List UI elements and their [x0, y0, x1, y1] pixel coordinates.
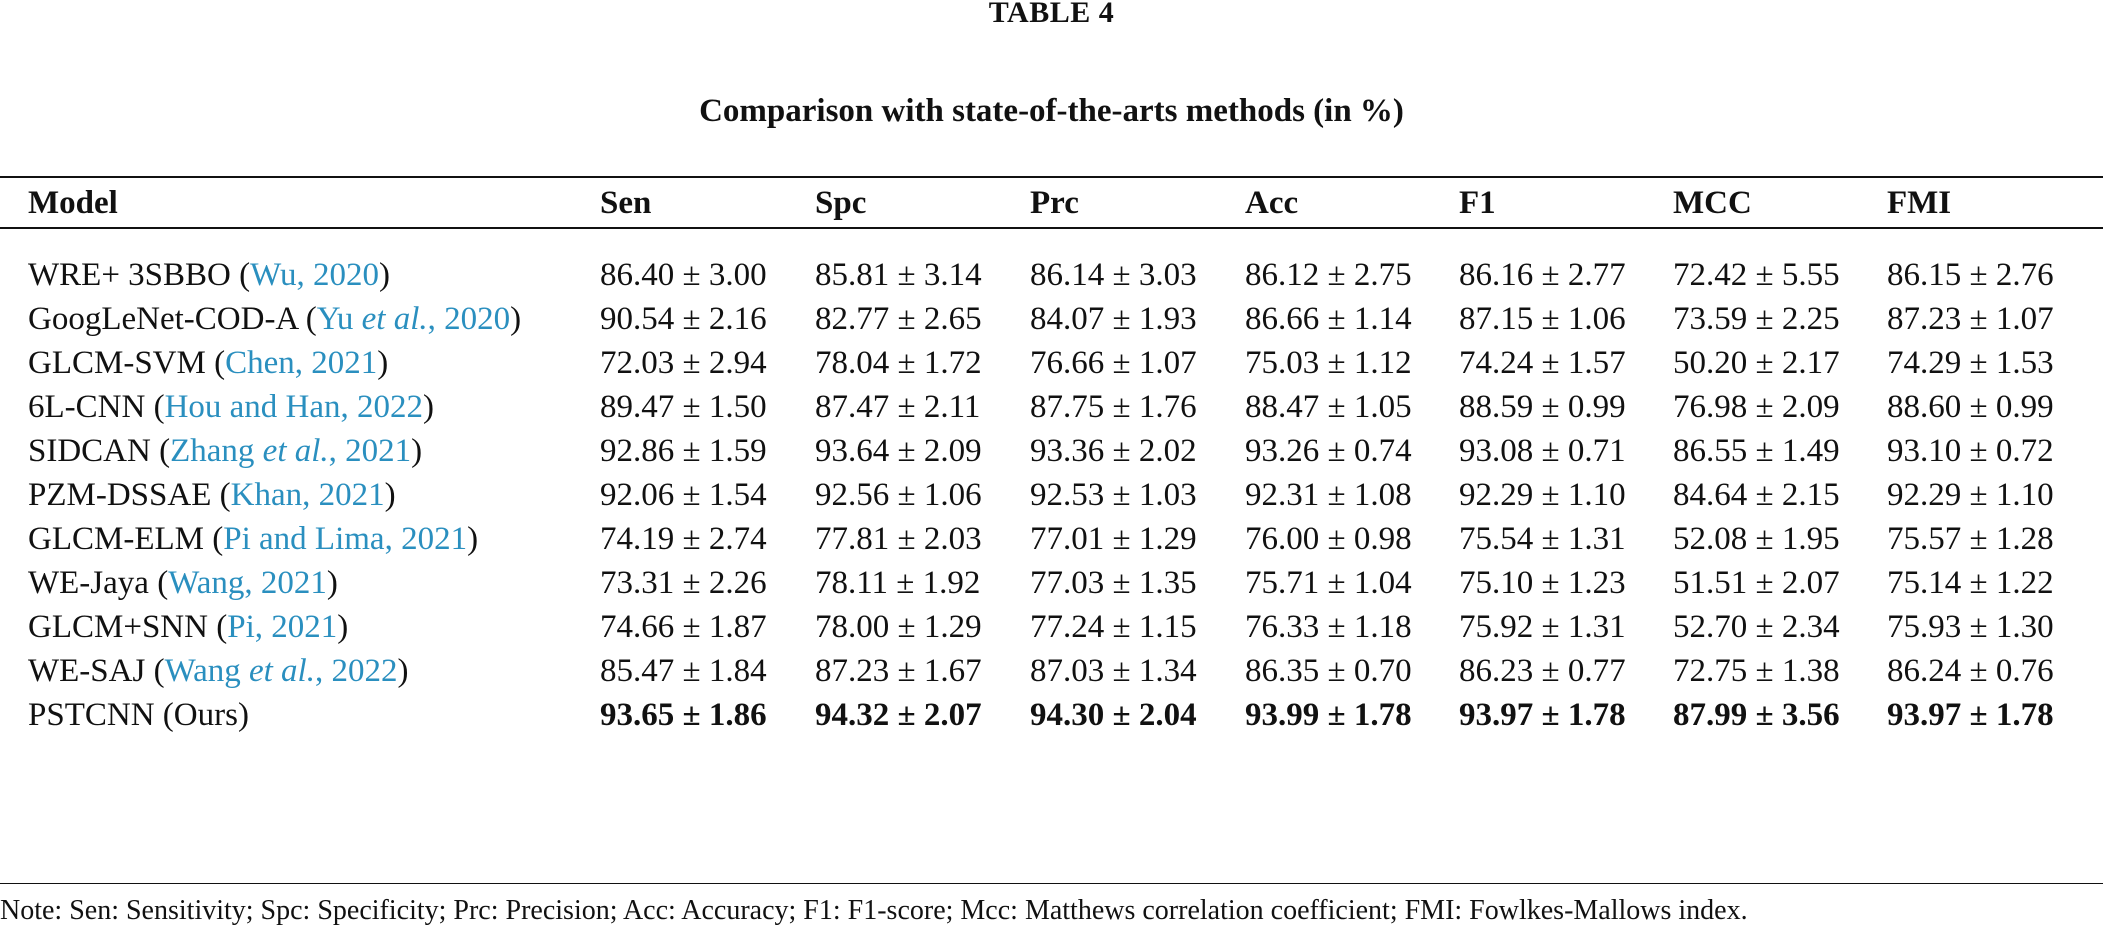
model-name: 6L-CNN	[28, 389, 146, 425]
citation-authors: Yu	[316, 301, 362, 337]
metric-cell: 94.32 ± 2.07	[815, 697, 982, 733]
metric-cell: 50.20 ± 2.17	[1673, 345, 1840, 381]
metric-cell: 72.75 ± 1.38	[1673, 653, 1840, 689]
header-rule	[0, 227, 2103, 229]
table-row	[0, 470, 2103, 520]
model-name: SIDCAN	[28, 433, 151, 469]
metric-cell: 87.23 ± 1.67	[815, 653, 982, 689]
table-row	[0, 250, 2103, 300]
citation-year: , 2022	[340, 389, 424, 425]
model-cell: PZM-DSSAE (Khan, 2021)	[28, 477, 396, 513]
citation-year: , 2021	[384, 521, 468, 557]
citation-link[interactable]	[231, 477, 385, 513]
citation-etal: et al.	[361, 301, 428, 337]
metric-cell: 84.64 ± 2.15	[1673, 477, 1840, 513]
model-name: GLCM-ELM	[28, 521, 204, 557]
metric-cell: 86.35 ± 0.70	[1245, 653, 1412, 689]
metric-cell: 52.70 ± 2.34	[1673, 609, 1840, 645]
metric-cell: 77.24 ± 1.15	[1030, 609, 1197, 645]
citation-authors: Pi	[227, 609, 255, 645]
header-sen: Sen	[600, 185, 652, 221]
metric-cell: 75.14 ± 1.22	[1887, 565, 2054, 601]
model-cell: GLCM-SVM (Chen, 2021)	[28, 345, 389, 381]
metric-cell: 92.56 ± 1.06	[815, 477, 982, 513]
table-caption: Comparison with state-of-the-arts methods (in %)	[699, 93, 1404, 129]
metric-cell: 75.93 ± 1.30	[1887, 609, 2054, 645]
table-row	[0, 514, 2103, 564]
model-cell: GLCM+SNN (Pi, 2021)	[28, 609, 349, 645]
citation-etal: et al.	[248, 653, 315, 689]
table-row	[0, 602, 2103, 652]
metric-cell: 76.98 ± 2.09	[1673, 389, 1840, 425]
metric-cell: 73.59 ± 2.25	[1673, 301, 1840, 337]
metric-cell: 93.97 ± 1.78	[1459, 697, 1626, 733]
metric-cell: 93.08 ± 0.71	[1459, 433, 1626, 469]
metric-cell: 82.77 ± 2.65	[815, 301, 982, 337]
metric-cell: 75.92 ± 1.31	[1459, 609, 1626, 645]
metric-cell: 74.19 ± 2.74	[600, 521, 767, 557]
header-f1: F1	[1459, 185, 1496, 221]
metric-cell: 78.04 ± 1.72	[815, 345, 982, 381]
table-row	[0, 646, 2103, 696]
citation-authors: Chen	[225, 345, 295, 381]
metric-cell: 76.33 ± 1.18	[1245, 609, 1412, 645]
citation-link[interactable]	[250, 257, 379, 293]
model-cell: WE-Jaya (Wang, 2021)	[28, 565, 338, 601]
citation-link[interactable]	[317, 301, 510, 337]
table-row	[0, 294, 2103, 344]
model-name: WE-Jaya	[28, 565, 149, 601]
metric-cell: 88.60 ± 0.99	[1887, 389, 2054, 425]
metric-cell: 88.47 ± 1.05	[1245, 389, 1412, 425]
citation-authors: Khan	[230, 477, 303, 513]
citation-year: , 2021	[302, 477, 385, 513]
citation-etal: et al.	[262, 433, 329, 469]
metric-cell: 93.65 ± 1.86	[600, 697, 767, 733]
model-name: WRE+ 3SBBO	[28, 257, 231, 293]
metric-cell: 89.47 ± 1.50	[600, 389, 767, 425]
header-prc: Prc	[1030, 185, 1079, 221]
metric-cell: 73.31 ± 2.26	[600, 565, 767, 601]
metric-cell: 74.66 ± 1.87	[600, 609, 767, 645]
model-cell: GLCM-ELM (Pi and Lima, 2021)	[28, 521, 479, 557]
model-name: PZM-DSSAE	[28, 477, 212, 513]
model-name: GLCM-SVM	[28, 345, 206, 381]
metric-cell: 87.03 ± 1.34	[1030, 653, 1197, 689]
metric-cell: 77.81 ± 2.03	[815, 521, 982, 557]
metric-cell: 86.40 ± 3.00	[600, 257, 767, 293]
model-name: GLCM+SNN	[28, 609, 208, 645]
metric-cell: 92.53 ± 1.03	[1030, 477, 1197, 513]
citation-authors: Wu	[250, 257, 297, 293]
metric-cell: 74.29 ± 1.53	[1887, 345, 2054, 381]
citation-authors: Hou and Han	[164, 389, 341, 425]
bottom-rule	[0, 883, 2103, 884]
table-row	[0, 558, 2103, 608]
metric-cell: 74.24 ± 1.57	[1459, 345, 1626, 381]
header-acc: Acc	[1245, 185, 1299, 221]
metric-cell: 88.59 ± 0.99	[1459, 389, 1626, 425]
metric-cell: 86.16 ± 2.77	[1459, 257, 1626, 293]
citation-authors: Wang	[168, 565, 245, 601]
metric-cell: 85.47 ± 1.84	[600, 653, 767, 689]
citation-link[interactable]	[165, 653, 398, 689]
citation-link[interactable]	[223, 521, 467, 557]
metric-cell: 84.07 ± 1.93	[1030, 301, 1197, 337]
citation-link[interactable]	[168, 565, 327, 601]
citation-year: , 2021	[294, 345, 378, 381]
metric-cell: 75.10 ± 1.23	[1459, 565, 1626, 601]
metric-cell: 87.99 ± 3.56	[1673, 697, 1840, 733]
header-model: Model	[28, 185, 118, 221]
metric-cell: 75.57 ± 1.28	[1887, 521, 2054, 557]
citation-year: , 2021	[244, 565, 327, 601]
metric-cell: 78.11 ± 1.92	[815, 565, 981, 601]
model-cell: WE-SAJ (Wang et al., 2022)	[28, 653, 409, 689]
metric-cell: 77.03 ± 1.35	[1030, 565, 1197, 601]
table-label: TABLE 4	[988, 0, 1115, 29]
metric-cell: 77.01 ± 1.29	[1030, 521, 1197, 557]
metric-cell: 52.08 ± 1.95	[1673, 521, 1840, 557]
citation-year: , 2022	[314, 653, 398, 689]
metric-cell: 92.31 ± 1.08	[1245, 477, 1412, 513]
model-cell: SIDCAN (Zhang et al., 2021)	[28, 433, 423, 469]
model-cell: WRE+ 3SBBO (Wu, 2020)	[28, 257, 390, 293]
citation-year: , 2020	[296, 257, 379, 293]
citation-year: , 2021	[328, 433, 412, 469]
metric-cell: 94.30 ± 2.04	[1030, 697, 1197, 733]
header-fmi: FMI	[1887, 185, 1952, 221]
citation-authors: Zhang	[170, 433, 263, 469]
table-row	[0, 382, 2103, 432]
metric-cell: 86.66 ± 1.14	[1245, 301, 1412, 337]
citation-authors: Wang	[164, 653, 249, 689]
metric-cell: 90.54 ± 2.16	[600, 301, 767, 337]
header-spc: Spc	[815, 185, 867, 221]
model-name: WE-SAJ	[28, 653, 146, 689]
metric-cell: 93.99 ± 1.78	[1245, 697, 1412, 733]
citation-link[interactable]	[170, 433, 411, 469]
metric-cell: 86.55 ± 1.49	[1673, 433, 1840, 469]
metric-cell: 75.54 ± 1.31	[1459, 521, 1626, 557]
table-note: Note: Sen: Sensitivity; Spc: Specificity; Prc: Precision; Acc: Accuracy; F1: F1-score; Mcc: Matthews correlation coefficient; FMI: Fowlkes-Mallows index.	[0, 895, 1748, 926]
metric-cell: 92.29 ± 1.10	[1459, 477, 1626, 513]
metric-cell: 72.03 ± 2.94	[600, 345, 767, 381]
citation-link[interactable]	[227, 609, 337, 645]
metric-cell: 76.00 ± 0.98	[1245, 521, 1412, 557]
metric-cell: 93.26 ± 0.74	[1245, 433, 1412, 469]
metric-cell: 72.42 ± 5.55	[1673, 257, 1840, 293]
metric-cell: 87.47 ± 2.11	[815, 389, 981, 425]
metric-cell: 93.64 ± 2.09	[815, 433, 982, 469]
model-cell: 6L-CNN (Hou and Han, 2022)	[28, 389, 435, 425]
citation-year: , 2020	[427, 301, 511, 337]
metric-cell: 87.15 ± 1.06	[1459, 301, 1626, 337]
metric-cell: 76.66 ± 1.07	[1030, 345, 1197, 381]
metric-cell: 85.81 ± 3.14	[815, 257, 982, 293]
metric-cell: 78.00 ± 1.29	[815, 609, 982, 645]
metric-cell: 93.10 ± 0.72	[1887, 433, 2054, 469]
header-mcc: MCC	[1673, 185, 1752, 221]
metric-cell: 87.75 ± 1.76	[1030, 389, 1197, 425]
metric-cell: 75.03 ± 1.12	[1245, 345, 1412, 381]
metric-cell: 87.23 ± 1.07	[1887, 301, 2054, 337]
metric-cell: 86.14 ± 3.03	[1030, 257, 1197, 293]
citation-authors: Pi and Lima	[223, 521, 385, 557]
metric-cell: 92.86 ± 1.59	[600, 433, 767, 469]
table-row-ours	[0, 690, 2103, 740]
table-header-row	[0, 178, 2103, 228]
citation-link[interactable]	[225, 345, 377, 381]
citation-link[interactable]	[165, 389, 423, 425]
metric-cell: 75.71 ± 1.04	[1245, 565, 1412, 601]
metric-cell: 51.51 ± 2.07	[1673, 565, 1840, 601]
metric-cell: 86.15 ± 2.76	[1887, 257, 2054, 293]
metric-cell: 92.06 ± 1.54	[600, 477, 767, 513]
citation-year: , 2021	[254, 609, 338, 645]
metric-cell: 93.97 ± 1.78	[1887, 697, 2054, 733]
model-cell: GoogLeNet-COD-A (Yu et al., 2020)	[28, 301, 522, 337]
table-row	[0, 426, 2103, 476]
metric-cell: 86.12 ± 2.75	[1245, 257, 1412, 293]
table-row	[0, 338, 2103, 388]
metric-cell: 92.29 ± 1.10	[1887, 477, 2054, 513]
metric-cell: 86.23 ± 0.77	[1459, 653, 1626, 689]
metric-cell: 93.36 ± 2.02	[1030, 433, 1197, 469]
model-name: GoogLeNet-COD-A	[28, 301, 298, 337]
metric-cell: 86.24 ± 0.76	[1887, 653, 2054, 689]
model-name: PSTCNN (Ours)	[28, 697, 249, 733]
